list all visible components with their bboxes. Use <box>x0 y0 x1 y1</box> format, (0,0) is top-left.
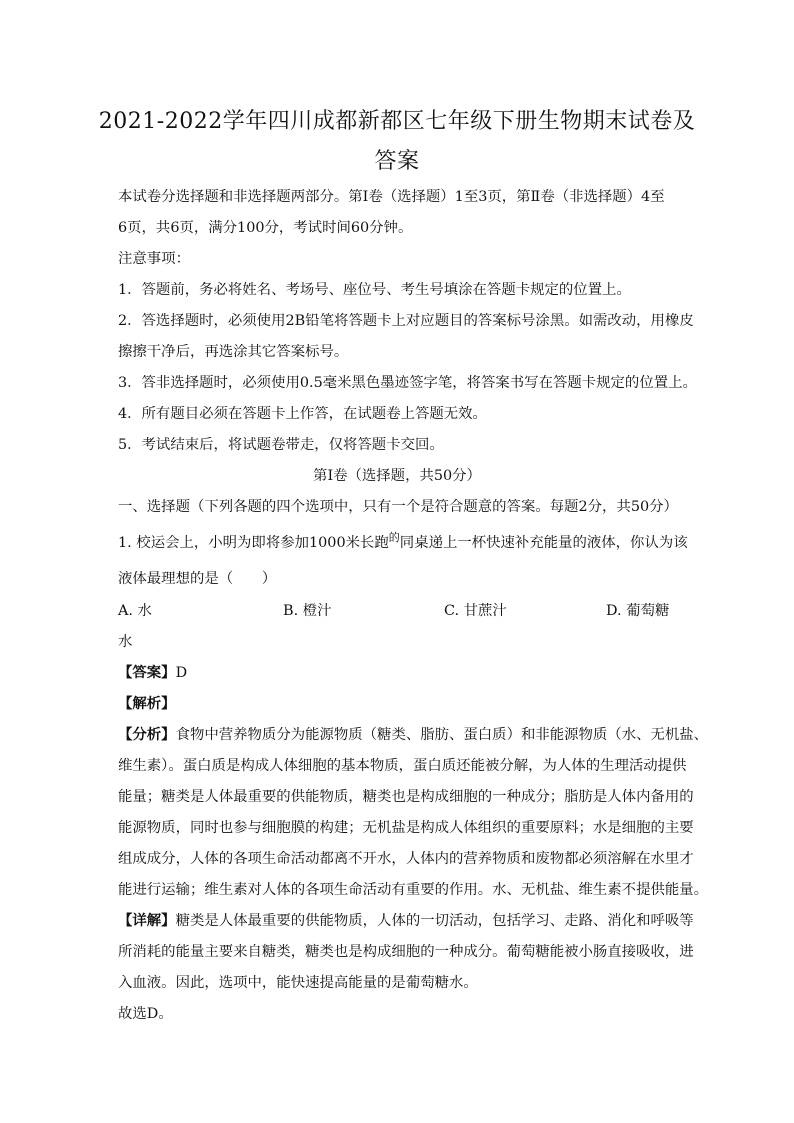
option-b: B. 橙汁 <box>283 603 332 619</box>
fenxi-line: 能源物质，同时也参与细胞膜的构建；无机盐是构成人体组织的重要原料；水是细胞的主要 <box>118 820 694 836</box>
fenxi-label: 【分析】 <box>118 726 176 743</box>
note-item: 2．答选择题时，必须使用2B铅笔将答题卡上对应题目的答案标号涂黑。如需改动，用橡皮 <box>118 313 694 329</box>
option-d: D. 葡萄糖 <box>606 603 670 619</box>
section-heading: 第Ⅰ卷（选择题，共50分） <box>313 468 481 484</box>
question-stem-part1: 1. 校运会上，小明为即将参加1000米长跑 <box>118 535 389 551</box>
fenxi-line <box>118 725 708 745</box>
answer-line <box>118 663 187 683</box>
analysis-label: 【解析】 <box>118 695 176 712</box>
notes-heading: 注意事项： <box>118 251 190 267</box>
question-stem-part2: 同桌递上一杯快速补充能量的液体，你认为该 <box>399 535 688 551</box>
xiangjie-text: 糖类是人体最重要的供能物质，人体的一切活动，包括学习、走路、消化和呼吸等 <box>175 913 694 929</box>
conclusion: 故选D。 <box>118 1006 173 1022</box>
xiangjie-line: 所消耗的能量主要来自糖类，糖类也是构成细胞的一种成分。葡萄糖能被小肠直接吸收，进 <box>118 944 694 960</box>
fenxi-line: 组成成分，人体的各项生命活动都离不开水，人体内的营养物质和废物都必须溶解在水里才 <box>118 851 694 867</box>
note-item: 1．答题前，务必将姓名、考场号、座位号、考生号填涂在答题卡规定的位置上。 <box>118 282 631 298</box>
answer-label: 【答案】 <box>118 664 176 681</box>
xiangjie-line <box>118 911 694 931</box>
question-stem-line2: 液体最理想的是（ ） <box>118 571 277 587</box>
intro-line-1: 本试卷分选择题和非选择题两部分。第Ⅰ卷（选择题）1至3页，第Ⅱ卷（非选择题）4至 <box>118 189 665 205</box>
note-item: 3．答非选择题时，必须使用0.5毫米黑色墨迹签字笔，将答案书写在答题卡规定的位置上。 <box>118 375 697 391</box>
fenxi-text: 食物中营养物质分为能源物质（糖类、脂肪、蛋白质）和非能源物质（水、无机盐、 <box>175 727 709 743</box>
intro-line-2: 6页，共6页，满分100分，考试时间60分钟。 <box>118 220 413 236</box>
question-stem <box>118 533 688 554</box>
option-c: C. 甘蔗汁 <box>444 603 507 619</box>
option-d-continued: 水 <box>118 634 133 650</box>
document-title: 2021-2022学年四川成都新都区七年级下册生物期末试卷及 <box>98 109 696 134</box>
note-item-continued: 擦擦干净后，再选涂其它答案标号。 <box>118 344 349 360</box>
note-item: 5．考试结束后，将试题卷带走，仅将答题卡交回。 <box>118 437 444 453</box>
question-stem-superscript: 的 <box>388 531 400 544</box>
document-title-continued: 答案 <box>374 149 420 174</box>
fenxi-line: 能进行运输；维生素对人体的各项生命活动有重要的作用。水、无机盐、维生素不提供能量。 <box>118 882 709 898</box>
section-instructions: 一、选择题（下列各题的四个选项中，只有一个是符合题意的答案。每题2分，共50分） <box>118 499 678 515</box>
fenxi-line: 能量；糖类是人体最重要的供能物质，糖类也是构成细胞的一种成分；脂肪是人体内备用的 <box>118 789 694 805</box>
note-item: 4．所有题目必须在答题卡上作答，在试题卷上答题无效。 <box>118 406 487 422</box>
xiangjie-label: 【详解】 <box>118 912 176 929</box>
xiangjie-line: 入血液。因此，选项中，能快速提高能量的是葡萄糖水。 <box>118 975 478 991</box>
fenxi-line: 维生素）。蛋白质是构成人体细胞的基本物质，蛋白质还能被分解，为人体的生理活动提供 <box>118 758 687 774</box>
option-a: A. 水 <box>118 603 152 619</box>
answer-value: D <box>175 665 188 681</box>
